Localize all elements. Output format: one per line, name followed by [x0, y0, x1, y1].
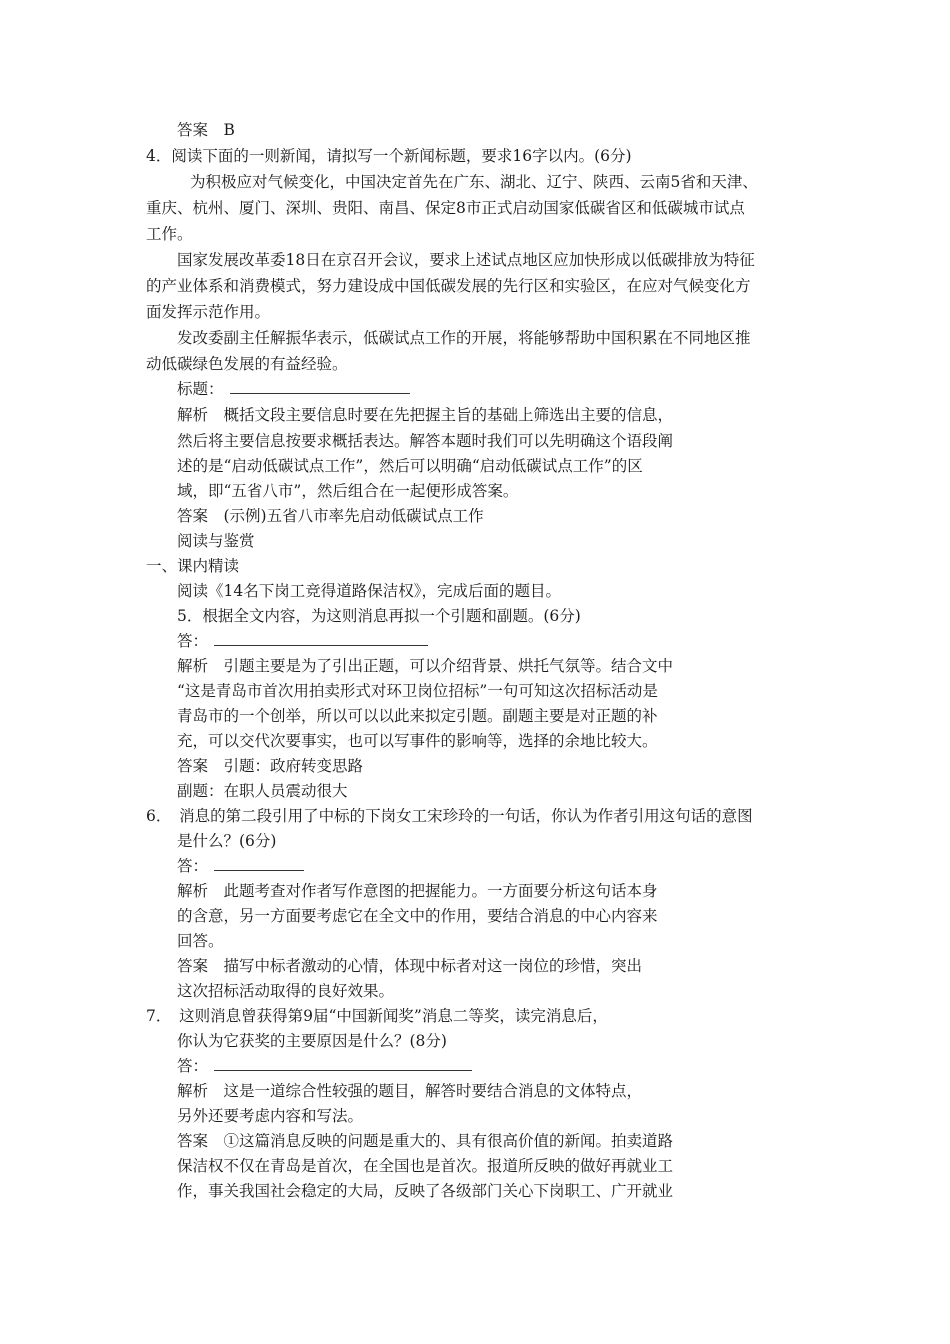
analysis-line: 域，即“五省八市”，然后组合在一起便形成答案。: [177, 482, 519, 500]
answer-line: 这次招标活动取得的良好效果。: [177, 982, 395, 1000]
news-paragraph-1-line-1: 为积极应对气候变化，中国决定首先在广东、湖北、辽宁、陕西、云南5省和天津、: [190, 173, 758, 191]
answer-line: 答案 引题：政府转变思路: [177, 757, 364, 775]
answer-blank: [214, 1056, 472, 1071]
answer-blank: [230, 379, 410, 394]
analysis-line: “这是青岛市首次用拍卖形式对环卫岗位招标”一句可知这次招标活动是: [177, 682, 658, 700]
answer-blank: [214, 631, 428, 646]
news-paragraph-2-line-1: 国家发展改革委18日在京召开会议，要求上述试点地区应加快形成以低碳排放为特征: [177, 251, 755, 269]
analysis-line: 的含意，另一方面要考虑它在全文中的作用，要结合消息的中心内容来: [177, 907, 658, 925]
question-4: 4．阅读下面的一则新闻，请拟写一个新闻标题，要求16字以内。(6分): [146, 147, 632, 165]
question-6: 6． 消息的第二段引用了中标的下岗女工宋珍玲的一句话，你认为作者引用这句话的意图: [146, 807, 753, 825]
analysis-line: 解析 此题考查对作者写作意图的把握能力。一方面要分析这句话本身: [177, 882, 658, 900]
news-paragraph-1-line-2: 重庆、杭州、厦门、深圳、贵阳、南昌、保定8市正式启动国家低碳省区和低碳城市试点: [146, 199, 745, 217]
analysis-line: 解析 引题主要是为了引出正题，可以介绍背景、烘托气氛等。结合文中: [177, 657, 674, 675]
news-paragraph-3-line-2: 动低碳绿色发展的有益经验。: [146, 355, 348, 373]
title-answer-field: [177, 379, 410, 399]
reading-instruction: 阅读《14名下岗工竞得道路保洁权》，完成后面的题目。: [177, 582, 561, 600]
answer-line: 答案 B: [177, 121, 235, 139]
section-heading: 一、课内精读: [146, 557, 240, 575]
answer-line: 答案 (示例)五省八市率先启动低碳试点工作: [177, 507, 484, 525]
analysis-line: 解析 概括文段主要信息时要在先把握主旨的基础上筛选出主要的信息，: [177, 406, 674, 424]
news-paragraph-2-line-2: 的产业体系和消费模式，努力建设成中国低碳发展的先行区和实验区，在应对气候变化方: [146, 277, 751, 295]
question-7-continued: 你认为它获奖的主要原因是什么？(8分): [177, 1032, 447, 1050]
analysis-line: 充，可以交代次要事实，也可以写事件的影响等，选择的余地比较大。: [177, 732, 658, 750]
news-paragraph-2-line-3: 面发挥示范作用。: [146, 303, 271, 321]
answer-line: 答案 描写中标者激动的心情，体现中标者对这一岗位的珍惜，突出: [177, 957, 643, 975]
news-paragraph-1-line-3: 工作。: [146, 225, 193, 243]
answer-field: [177, 631, 428, 651]
answer-label: 答：: [177, 632, 209, 650]
answer-line: 作，事关我国社会稳定的大局，反映了各级部门关心下岗职工、广开就业: [177, 1182, 674, 1200]
answer-label: 答：: [177, 857, 209, 875]
answer-field: [177, 1056, 472, 1076]
analysis-line: 另外还要考虑内容和写法。: [177, 1107, 364, 1125]
answer-blank: [214, 856, 304, 871]
analysis-line: 回答。: [177, 932, 224, 950]
answer-line: 副题：在职人员震动很大: [177, 782, 348, 800]
answer-field: [177, 856, 304, 876]
analysis-line: 青岛市的一个创举，所以可以以此来拟定引题。副题主要是对正题的补: [177, 707, 658, 725]
question-7: 7． 这则消息曾获得第9届“中国新闻奖”消息二等奖，读完消息后，: [146, 1007, 608, 1025]
section-heading: 阅读与鉴赏: [177, 532, 255, 550]
answer-line: 答案 ①这篇消息反映的问题是重大的、具有很高价值的新闻。拍卖道路: [177, 1132, 674, 1150]
answer-label: 答：: [177, 1057, 209, 1075]
news-paragraph-3-line-1: 发改委副主任解振华表示，低碳试点工作的开展，将能够帮助中国积累在不同地区推: [177, 329, 751, 347]
analysis-line: 解析 这是一道综合性较强的题目，解答时要结合消息的文体特点，: [177, 1082, 643, 1100]
question-5: 5．根据全文内容，为这则消息再拟一个引题和副题。(6分): [177, 607, 581, 625]
analysis-line: 述的是“启动低碳试点工作”，然后可以明确“启动低碳试点工作”的区: [177, 457, 643, 475]
analysis-line: 然后将主要信息按要求概括表达。解答本题时我们可以先明确这个语段阐: [177, 432, 674, 450]
answer-line: 保洁权不仅在青岛是首次，在全国也是首次。报道所反映的做好再就业工: [177, 1157, 674, 1175]
question-6-continued: 是什么？(6分): [177, 832, 277, 850]
title-label: 标题：: [177, 380, 224, 398]
